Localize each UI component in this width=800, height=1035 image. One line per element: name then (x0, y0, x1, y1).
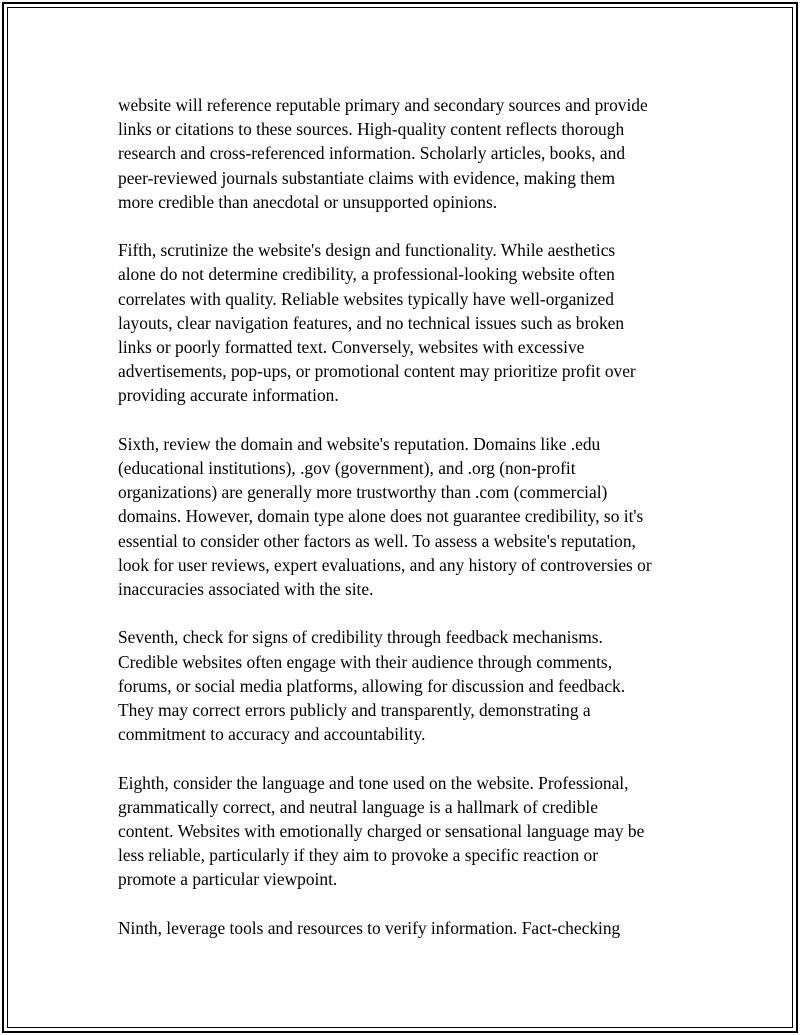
text-line: inaccuracies associated with the site. (118, 579, 374, 600)
text-line: grammatically correct, and neutral language is a hallmark of credible (118, 796, 598, 817)
text-line: Credible websites often engage with their audience through comments, (118, 651, 613, 672)
text-line: domains. However, domain type alone does not guarantee credibility, so it's (118, 506, 644, 527)
text-line: advertisements, pop-ups, or promotional content may prioritize profit over (118, 361, 636, 382)
text-line: Fifth, scrutinize the website's design and functionality. While aesthetics (118, 240, 616, 261)
text-line: correlates with quality. Reliable websites typically have well-organized (118, 288, 614, 309)
text-line: Eighth, consider the language and tone used on the website. Professional, (118, 772, 629, 793)
text-line: links or citations to these sources. High-quality content reflects thorough (118, 119, 625, 140)
text-line: (educational institutions), .gov (government), and .org (non-profit (118, 458, 576, 479)
text-line: Seventh, check for signs of credibility through feedback mechanisms. (118, 627, 603, 648)
text-line: links or poorly formatted text. Conversely, websites with excessive (118, 337, 585, 358)
text-line: alone do not determine credibility, a professional-looking website often (118, 264, 615, 285)
text-line: website will reference reputable primary and secondary sources and provide (118, 95, 648, 115)
paragraph-fifth-design (118, 238, 688, 407)
text-line: promote a particular viewpoint. (118, 869, 338, 890)
text-line: Sixth, review the domain and website's reputation. Domains like .edu (118, 433, 601, 454)
text-line: commitment to accuracy and accountability. (118, 724, 426, 745)
text-line: less reliable, particularly if they aim to provoke a specific reaction or (118, 845, 598, 866)
text-line: forums, or social media platforms, allowing for discussion and feedback. (118, 675, 626, 696)
paragraph-seventh-feedback (118, 625, 688, 746)
text-line: essential to consider other factors as well. To assess a website's reputation, (118, 530, 636, 551)
text-line: layouts, clear navigation features, and no technical issues such as broken (118, 312, 625, 333)
paragraph-eighth-language (118, 771, 688, 892)
paragraph-ninth-tools (118, 916, 688, 940)
text-line: They may correct errors publicly and transparently, demonstrating a (118, 700, 591, 721)
text-line: more credible than anecdotal or unsupported opinions. (118, 191, 498, 212)
paragraph-sources-continued (118, 93, 688, 214)
text-line: content. Websites with emotionally charged or sensational language may be (118, 821, 645, 842)
text-line: providing accurate information. (118, 385, 339, 406)
document-body (118, 93, 688, 964)
paragraph-sixth-domain (118, 432, 688, 601)
text-line: organizations) are generally more trustworthy than .com (commercial) (118, 482, 608, 503)
text-line: Ninth, leverage tools and resources to verify information. Fact-checking (118, 917, 621, 938)
text-line: research and cross-referenced information. Scholarly articles, books, and (118, 143, 626, 164)
text-line: look for user reviews, expert evaluations, and any history of controversies or (118, 554, 652, 575)
text-line: peer-reviewed journals substantiate claims with evidence, making them (118, 167, 616, 188)
